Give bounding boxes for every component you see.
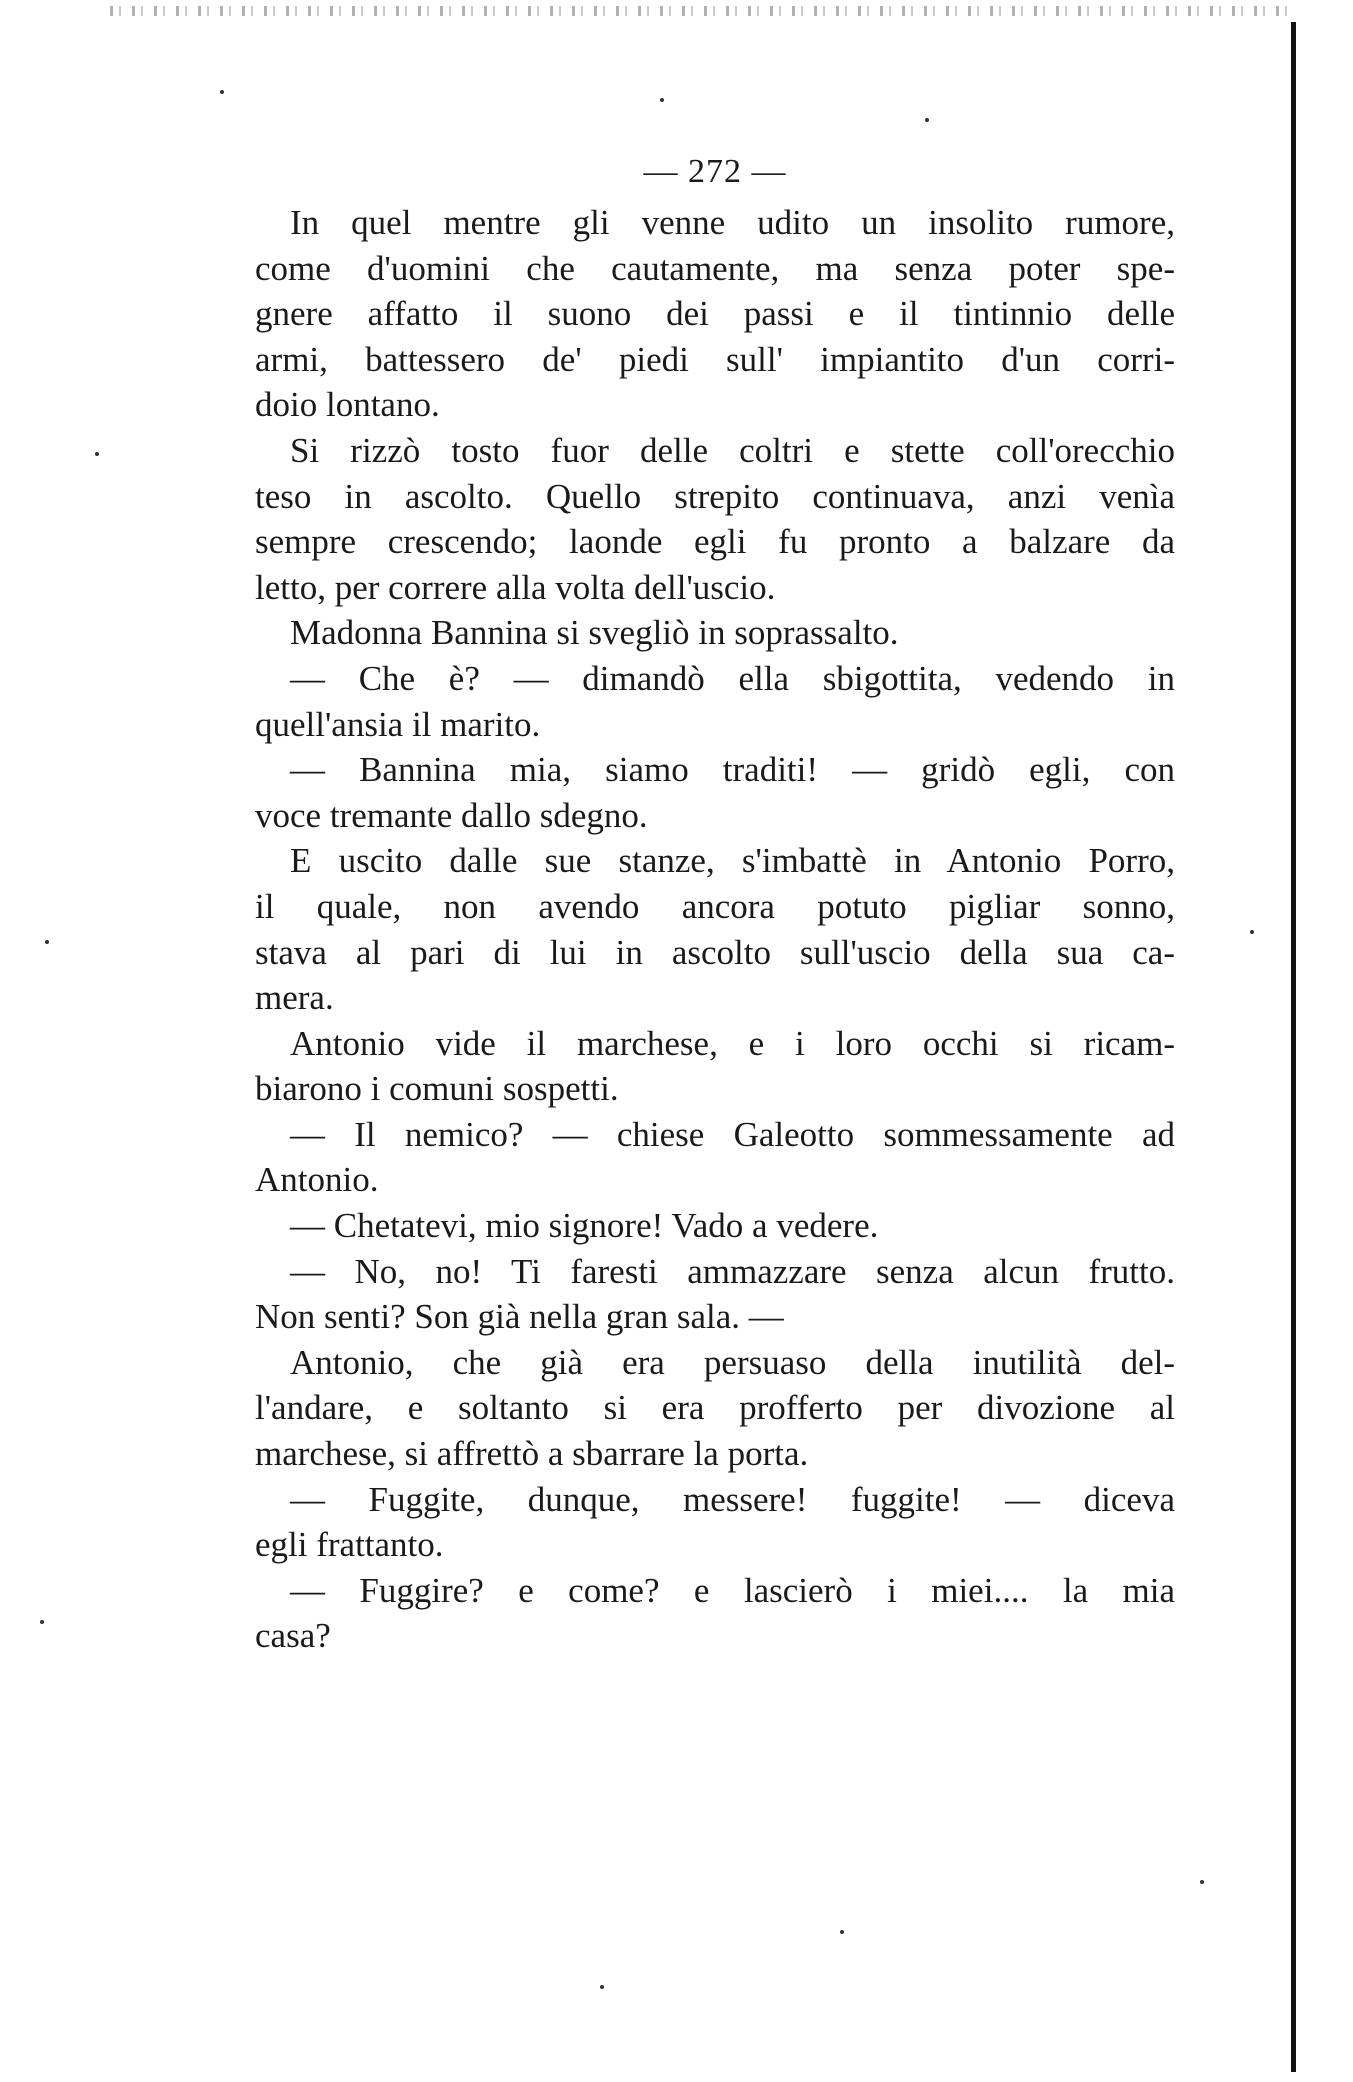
scan-speck: [45, 940, 49, 944]
text-line: egli frattanto.: [255, 1525, 444, 1565]
text-line: Non senti? Son già nella gran sala. —: [255, 1297, 784, 1337]
text-line: — Il nemico? — chiese Galeotto sommessamente ad: [290, 1114, 1175, 1154]
text-line: mera.: [255, 978, 334, 1018]
page-edge-rule: [1291, 22, 1296, 2072]
text-line: — Fuggire? e come? e lascierò i miei.... la mia: [290, 1570, 1175, 1610]
text-line: Si rizzò tosto fuor delle coltri e stette coll'orecchio: [290, 430, 1175, 470]
text-line: quell'ansia il marito.: [255, 704, 541, 744]
text-line: come d'uomini che cautamente, ma senza poter spe-: [255, 248, 1175, 288]
text-line: — No, no! Ti faresti ammazzare senza alcun frutto.: [290, 1251, 1175, 1291]
scan-top-edge: [110, 6, 1290, 16]
text-line: biarono i comuni sospetti.: [255, 1069, 619, 1109]
text-line: Antonio, che già era persuaso della inutilità del-: [290, 1342, 1175, 1382]
text-line: Madonna Bannina si svegliò in soprassalto.: [290, 613, 899, 653]
page-number: — 272 —: [643, 153, 787, 190]
text-line: stava al pari di lui in ascolto sull'uscio della sua ca-: [255, 932, 1175, 972]
text-line: doio lontano.: [255, 385, 440, 425]
text-line: armi, battessero de' piedi sull' impiantito d'un corri-: [255, 339, 1175, 379]
text-line: voce tremante dallo sdegno.: [255, 795, 648, 835]
text-line: Antonio.: [255, 1160, 379, 1200]
text-line: — Bannina mia, siamo traditi! — gridò egli, con: [290, 750, 1175, 790]
text-line: sempre crescendo; laonde egli fu pronto a balzare da: [255, 522, 1175, 562]
text-line: — Che è? — dimandò ella sbigottita, vedendo in: [290, 658, 1175, 698]
text-line: casa?: [255, 1616, 331, 1656]
text-line: teso in ascolto. Quello strepito continuava, anzi venìa: [255, 476, 1175, 516]
text-line: l'andare, e soltanto si era profferto per divozione al: [255, 1388, 1175, 1428]
text-lines: [255, 200, 1175, 1659]
scan-speck: [1250, 930, 1254, 934]
text-line: E uscito dalle sue stanze, s'imbattè in Antonio Porro,: [290, 841, 1175, 881]
text-line: Antonio vide il marchese, e i loro occhi si ricam-: [290, 1023, 1175, 1063]
text-line: letto, per correre alla volta dell'uscio.: [255, 567, 776, 607]
text-line: — Fuggite, dunque, messere! fuggite! — diceva: [290, 1479, 1175, 1519]
text-line: — Chetatevi, mio signore! Vado a vedere.: [290, 1206, 879, 1246]
scan-speck: [600, 1985, 604, 1989]
scan-speck: [220, 90, 224, 94]
text-line: marchese, si affrettò a sbarrare la porta.: [255, 1434, 809, 1474]
text-line: In quel mentre gli venne udito un insolito rumore,: [290, 203, 1175, 242]
scan-speck: [925, 118, 929, 122]
scan-speck: [660, 98, 664, 102]
scan-speck: [95, 452, 99, 456]
scan-speck: [840, 1930, 844, 1934]
text-line: gnere affatto il suono dei passi e il tintinnio delle: [255, 294, 1175, 334]
text-line: il quale, non avendo ancora potuto pigliar sonno,: [255, 886, 1175, 926]
scan-speck: [40, 1620, 44, 1624]
scan-speck: [1200, 1880, 1204, 1884]
text-block: [255, 150, 1175, 1659]
